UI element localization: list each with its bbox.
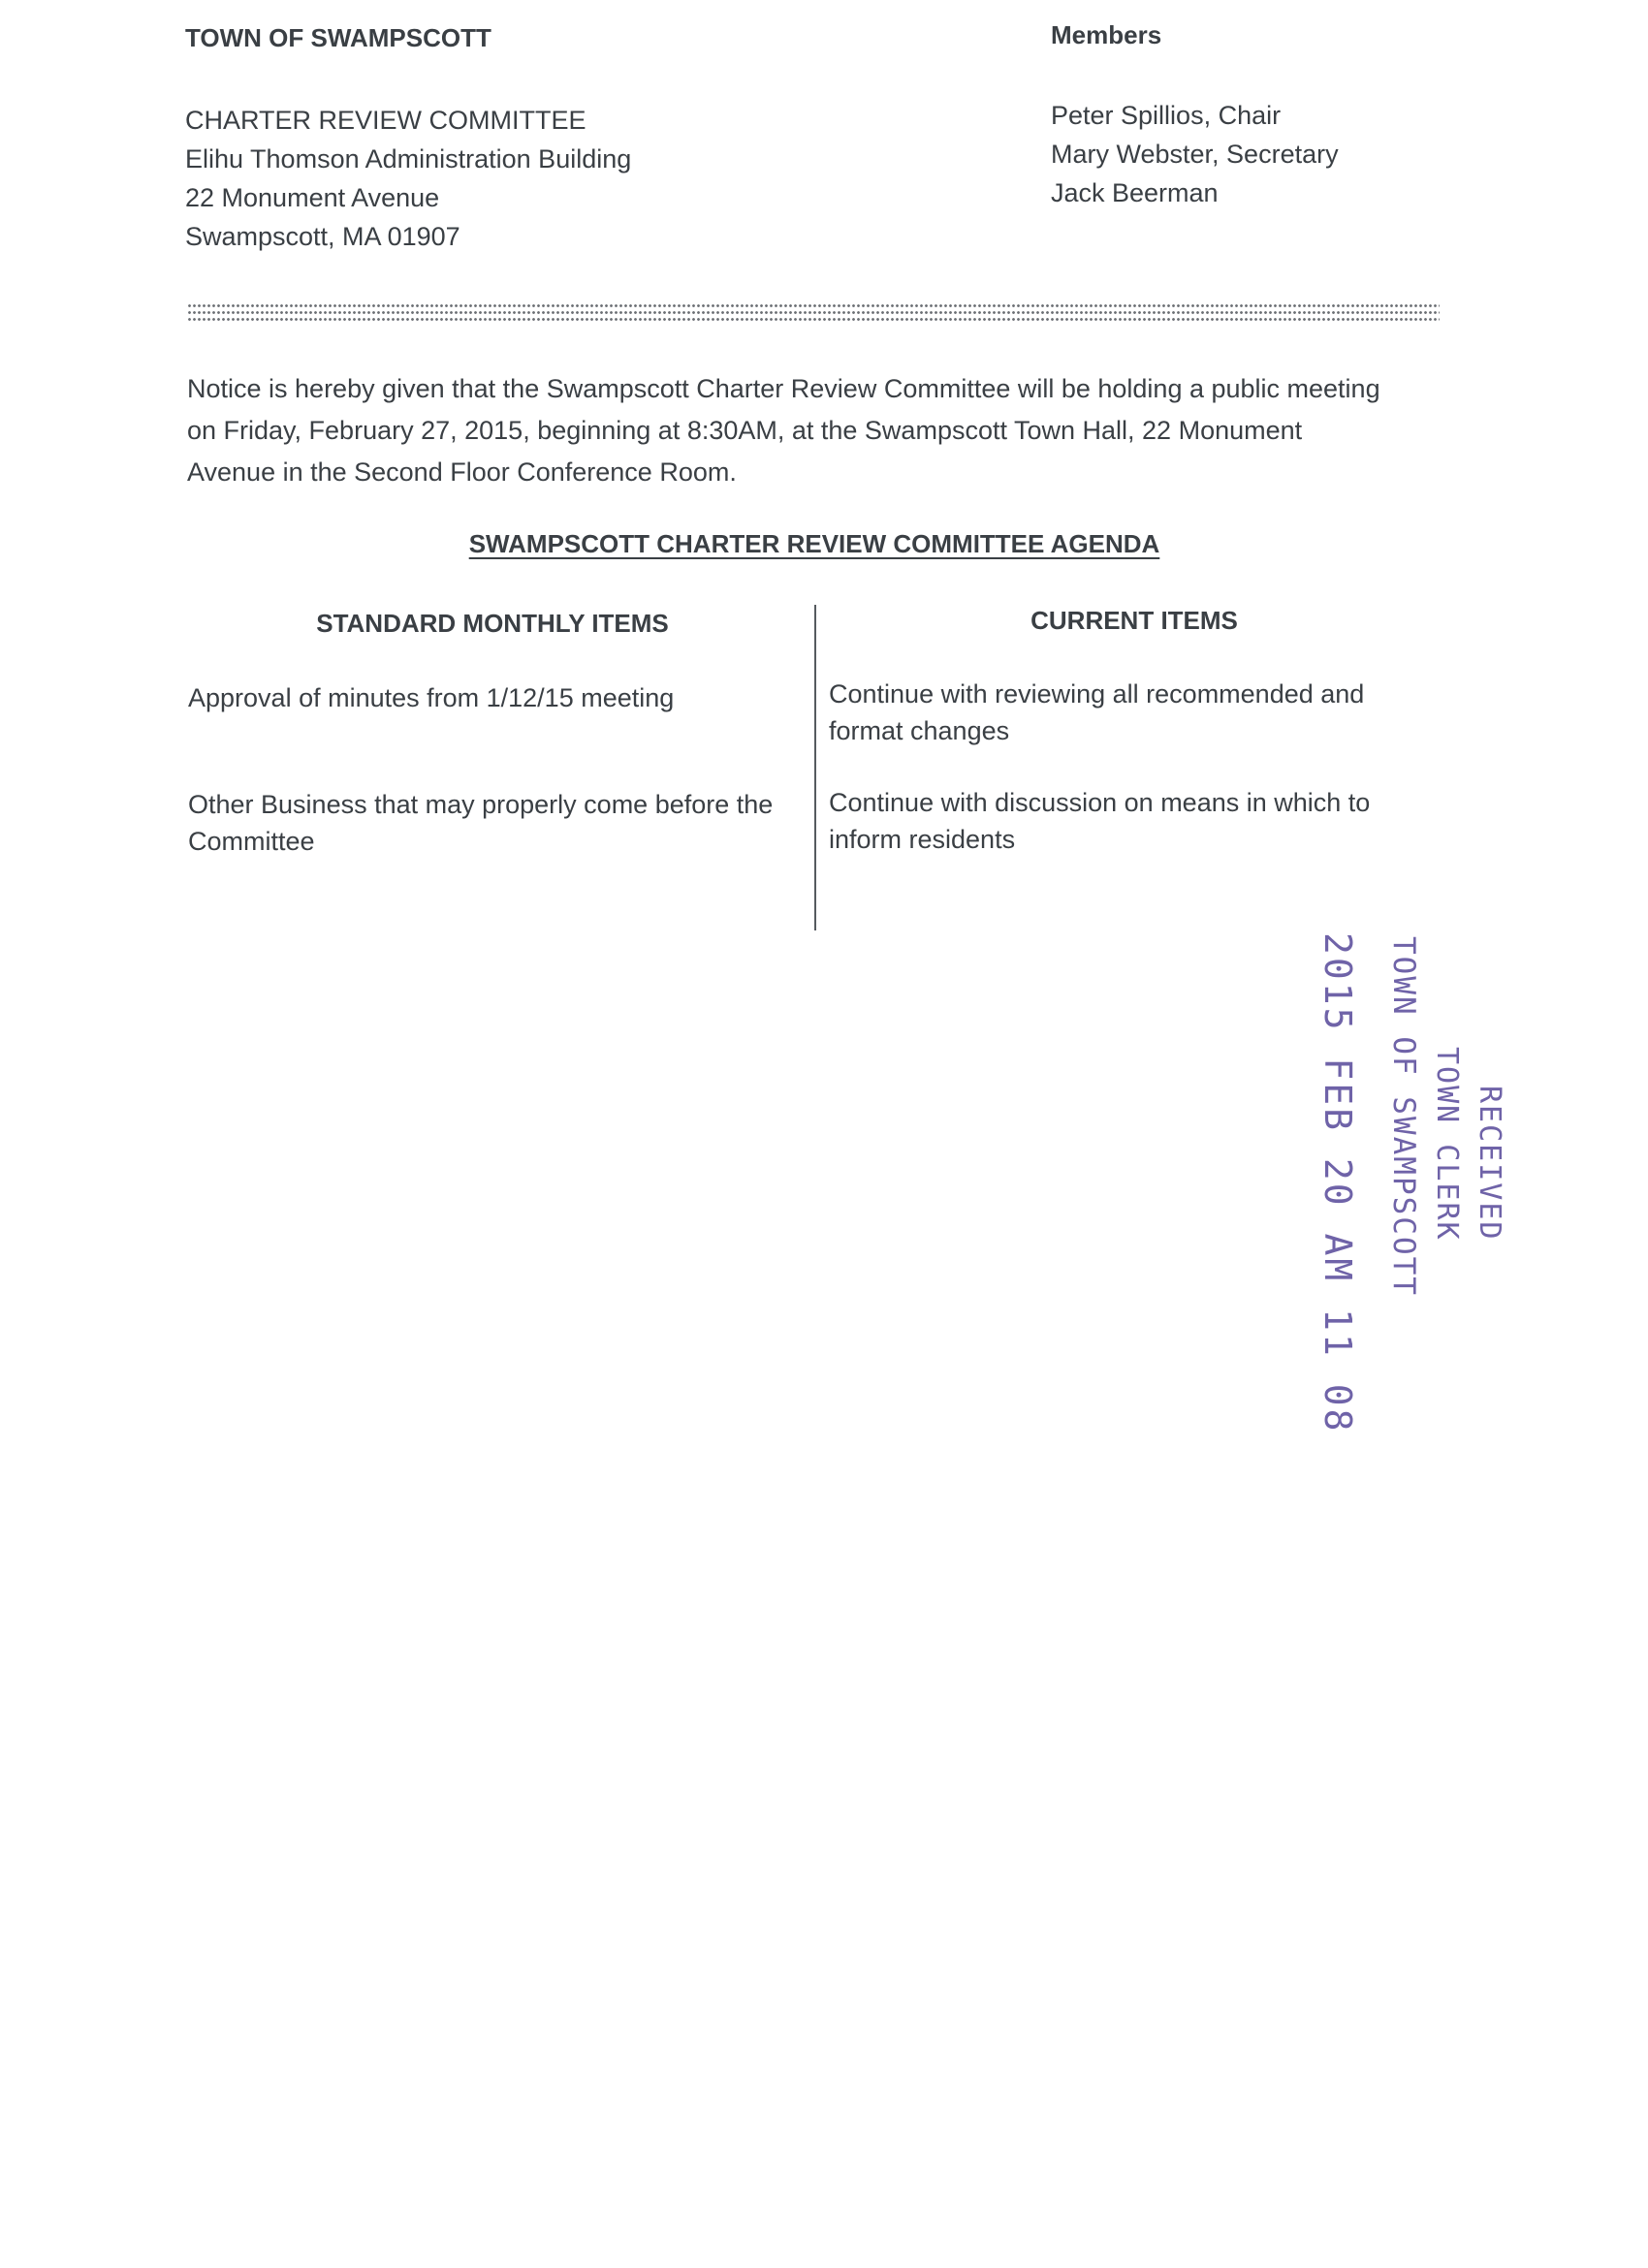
notice-line: Notice is hereby given that the Swampscott Charter Review Committee will be holding a public meeting <box>187 374 1380 403</box>
members-heading: Members <box>1051 20 1162 49</box>
stamp-town: TOWN OF SWAMPSCOTT <box>1386 936 1421 1297</box>
item-line: Committee <box>188 827 315 856</box>
stamp-received: RECEIVED <box>1473 1086 1506 1242</box>
item-line: inform residents <box>829 825 1016 854</box>
stamp-date: 2015 FEB 20 AM 11 08 <box>1316 932 1359 1434</box>
standard-item <box>188 786 808 860</box>
member-name: Peter Spillios, Chair <box>1051 101 1282 130</box>
member-name: Jack Beerman <box>1051 178 1219 207</box>
address-line: CHARTER REVIEW COMMITTEE <box>185 106 586 135</box>
address-line: Swampscott, MA 01907 <box>185 222 460 251</box>
current-items-heading: CURRENT ITEMS <box>1030 606 1238 635</box>
address-line: 22 Monument Avenue <box>185 183 440 212</box>
address-line: Elihu Thomson Administration Building <box>185 144 632 173</box>
notice-line: Avenue in the Second Floor Conference Room. <box>187 457 737 487</box>
item-line: Continue with reviewing all recommended and <box>829 679 1365 709</box>
dotted-divider <box>187 302 1440 324</box>
member-name: Mary Webster, Secretary <box>1051 140 1339 169</box>
current-item <box>829 676 1449 749</box>
item-line: Other Business that may properly come before the <box>188 790 774 819</box>
org-title: TOWN OF SWAMPSCOTT <box>185 23 491 52</box>
column-divider <box>814 605 816 930</box>
address-block <box>185 101 631 256</box>
standard-item <box>188 679 808 716</box>
item-line: format changes <box>829 716 1010 745</box>
item-line: Approval of minutes from 1/12/15 meeting <box>188 683 675 712</box>
current-item <box>829 784 1449 858</box>
item-line: Continue with discussion on means in which to <box>829 788 1371 817</box>
notice-line: on Friday, February 27, 2015, beginning at 8:30AM, at the Swampscott Town Hall, 22 Monument <box>187 416 1303 445</box>
members-list <box>1051 96 1339 212</box>
agenda-title: SWAMPSCOTT CHARTER REVIEW COMMITTEE AGENDA <box>468 529 1160 558</box>
stamp-town-clerk: TOWN CLERK <box>1430 1047 1464 1242</box>
standard-items-heading: STANDARD MONTHLY ITEMS <box>316 609 669 638</box>
meeting-notice <box>187 368 1457 493</box>
